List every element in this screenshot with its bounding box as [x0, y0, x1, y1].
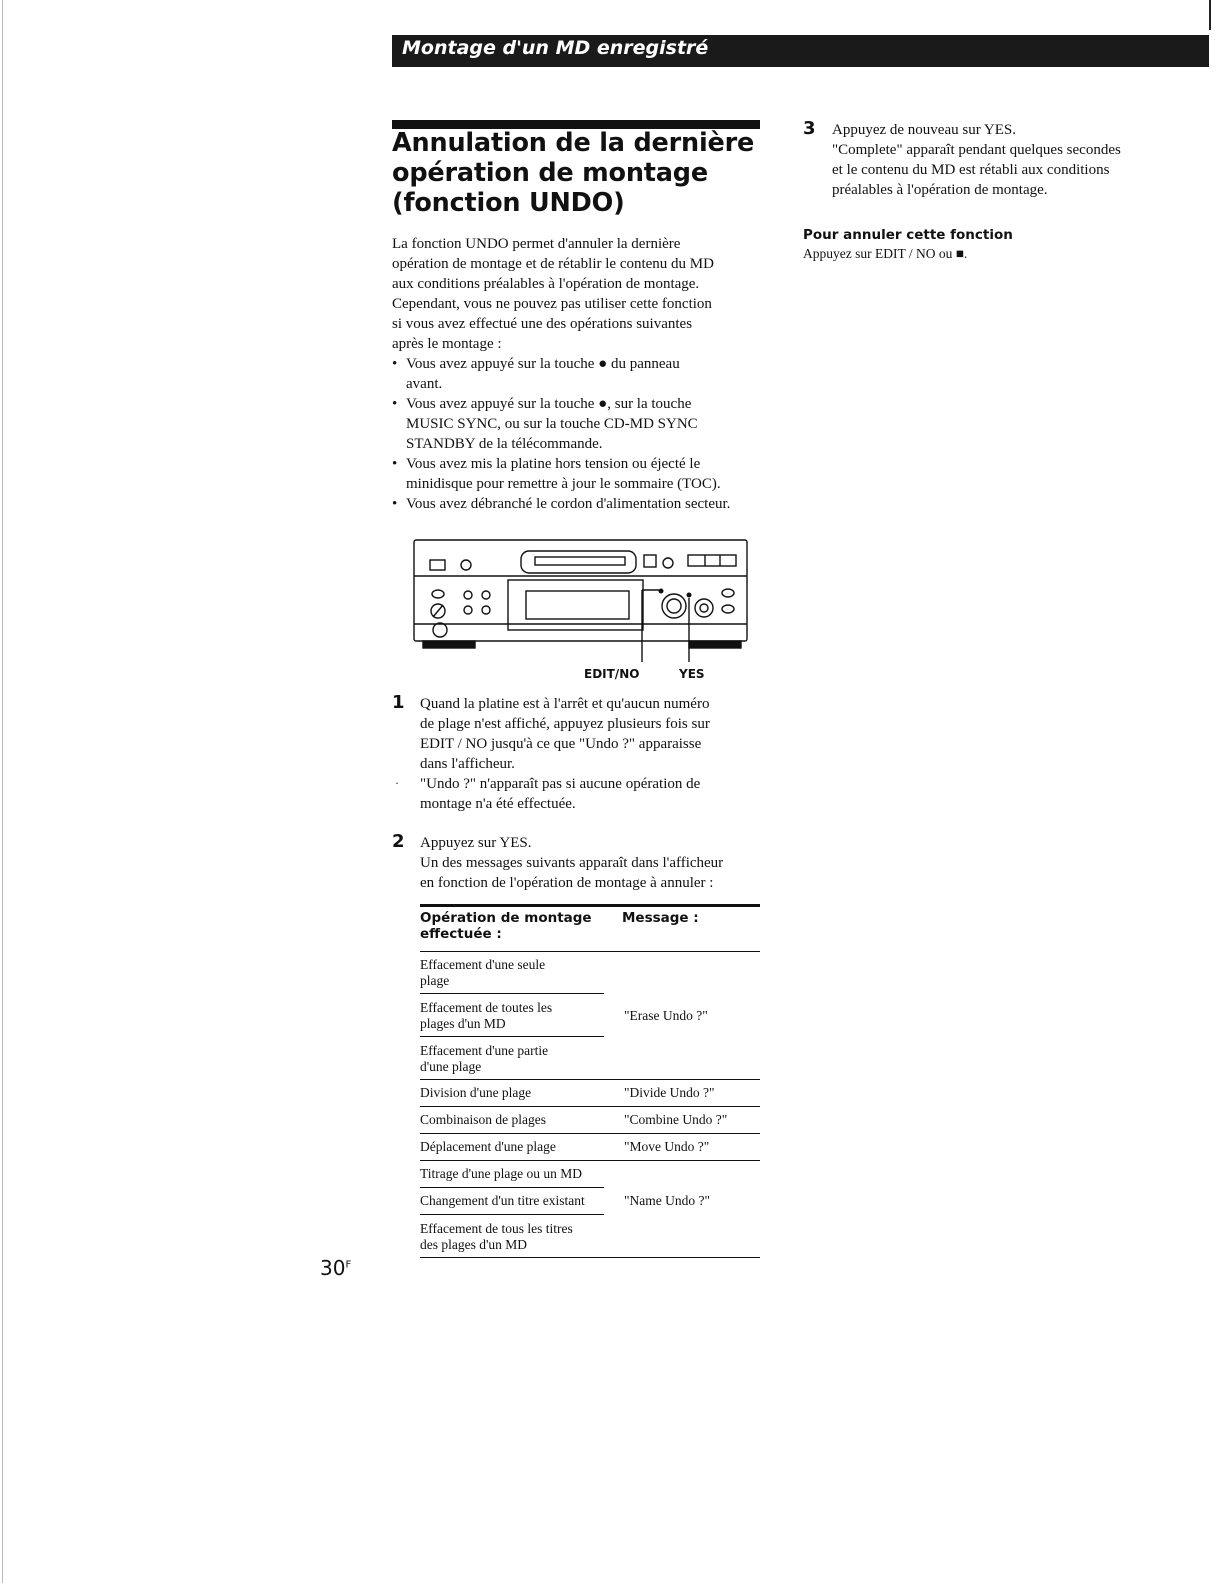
table-cell-line: plage: [420, 973, 450, 988]
intro-line: La fonction UNDO permet d'annuler la dernière: [392, 236, 681, 252]
step-note-line: "Undo ?" n'apparaît pas si aucune opération de: [420, 776, 701, 792]
table-rule: [420, 1214, 604, 1215]
step-text: [832, 120, 1172, 200]
list-item-line: MUSIC SYNC, ou sur la touche CD-MD SYNC: [406, 416, 698, 432]
table-top-rule: [420, 904, 760, 907]
section-title: [392, 128, 772, 218]
jog-dial: [662, 594, 686, 618]
step-note-line: montage n'a été effectuée.: [420, 796, 576, 812]
table-cell-line: d'une plage: [420, 1059, 482, 1074]
table-rule: [420, 1079, 760, 1080]
scan-edge-mark: [1209, 0, 1211, 30]
table-cell-line: Effacement de toutes les: [420, 1000, 553, 1015]
list-item-line: Vous avez débranché le cordon d'alimentation secteur.: [406, 496, 731, 512]
page-number-value: 30: [320, 1256, 346, 1280]
table-cell: [420, 1221, 605, 1253]
intro-line: si vous avez effectué une des opérations suivantes: [392, 316, 693, 332]
step-text: [420, 833, 765, 893]
bullet-icon: •: [392, 396, 398, 412]
power-icon: [430, 560, 445, 570]
table-bottom-rule: [420, 1257, 760, 1258]
table-cell-line: des plages d'un MD: [420, 1237, 528, 1252]
table-cell: Titrage d'une plage ou un MD: [420, 1166, 583, 1181]
step-line: en fonction de l'opération de montage à annuler :: [420, 875, 714, 891]
intro-line: après le montage :: [392, 336, 502, 352]
table-rule: [420, 1133, 760, 1134]
table-cell: Combinaison de plages: [420, 1112, 546, 1127]
step-line: Appuyez sur YES.: [420, 835, 532, 851]
intro-line: opération de montage et de rétablir le contenu du MD: [392, 256, 714, 272]
intro-line: Cependant, vous ne pouvez pas utiliser cette fonction: [392, 296, 712, 312]
table-cell-message: "Divide Undo ?": [624, 1085, 715, 1100]
page-number: [320, 1256, 351, 1280]
bullet-icon: •: [392, 356, 398, 372]
table-header-operation: [420, 910, 610, 942]
section-title-line: opération de montage: [392, 158, 708, 188]
step-text: [420, 694, 765, 774]
display-window: [526, 591, 629, 619]
list-item: [392, 354, 764, 394]
step-line: préalables à l'opération de montage.: [832, 182, 1048, 198]
list-item-line: Vous avez mis la platine hors tension ou éjecté le: [406, 456, 701, 472]
table-rule: [420, 1160, 760, 1161]
table-header-line: effectuée :: [420, 926, 502, 942]
table-cell-message: "Combine Undo ?": [624, 1112, 728, 1127]
conditions-list: [392, 354, 764, 514]
table-rule: [420, 951, 760, 952]
table-cell: Déplacement d'une plage: [420, 1139, 556, 1154]
step-number: 1: [392, 692, 405, 713]
callout-edit-no: EDIT/NO: [584, 667, 640, 681]
list-item-line: STANDBY de la télécommande.: [406, 436, 603, 452]
table-cell: Division d'une plage: [420, 1085, 532, 1100]
step-number: 3: [803, 118, 816, 139]
bullet-icon: •: [392, 496, 398, 512]
table-cell-line: Effacement d'une partie: [420, 1043, 549, 1058]
chapter-header-title: Montage d'un MD enregistré: [402, 37, 709, 59]
list-item: [392, 494, 764, 514]
scan-edge-line: [2, 0, 3, 1583]
step-line: Un des messages suivants apparaît dans l'afficheur: [420, 855, 724, 871]
table-rule: [420, 1106, 760, 1107]
table-cell: [420, 957, 605, 989]
bullet-icon: •: [392, 456, 398, 472]
step-line: EDIT / NO jusqu'à ce que "Undo ?" apparaisse: [420, 736, 702, 752]
step-note: [420, 774, 765, 814]
table-header-line: Opération de montage: [420, 910, 592, 926]
table-rule: [420, 993, 604, 994]
table-cell-line: Effacement d'une seule: [420, 957, 546, 972]
table-cell-line: plages d'un MD: [420, 1016, 506, 1031]
table-cell: Changement d'un titre existant: [420, 1193, 585, 1208]
step-line: Quand la platine est à l'arrêt et qu'aucun numéro: [420, 696, 710, 712]
list-item-line: Vous avez appuyé sur la touche ● du panneau: [406, 356, 680, 372]
step-line: de plage n'est affiché, appuyez plusieurs fois sur: [420, 716, 710, 732]
table-cell-message: "Name Undo ?": [624, 1193, 710, 1208]
table-cell-message: "Move Undo ?": [624, 1139, 710, 1154]
table-cell-line: Effacement de tous les titres: [420, 1221, 573, 1236]
list-item-line: minidisque pour remettre à jour le sommaire (TOC).: [406, 476, 721, 492]
note-marker: ·: [395, 776, 399, 790]
step-line: "Complete" apparaît pendant quelques secondes: [832, 142, 1121, 158]
section-title-line: (fonction UNDO): [392, 188, 625, 218]
md-deck-illustration: [413, 538, 753, 664]
table-cell-message: "Erase Undo ?": [624, 1008, 708, 1023]
chapter-header-bar: [392, 35, 1209, 67]
step-line: dans l'afficheur.: [420, 756, 515, 772]
table-rule: [420, 1036, 604, 1037]
list-item-line: avant.: [406, 376, 443, 392]
cancel-text: Appuyez sur EDIT / NO ou ■.: [803, 246, 968, 261]
page-number-suffix: F: [345, 1259, 352, 1271]
table-header-message: Message :: [622, 910, 699, 926]
disc-slot: [521, 551, 636, 573]
intro-paragraph: [392, 234, 764, 354]
list-item-line: Vous avez appuyé sur la touche ●, sur la touche: [406, 396, 692, 412]
cancel-heading: Pour annuler cette fonction: [803, 227, 1013, 243]
step-line: Appuyez de nouveau sur YES.: [832, 122, 1016, 138]
intro-line: aux conditions préalables à l'opération de montage.: [392, 276, 700, 292]
step-number: 2: [392, 831, 405, 852]
callout-yes: YES: [679, 667, 705, 681]
step-line: et le contenu du MD est rétabli aux conditions: [832, 162, 1110, 178]
list-item: [392, 394, 764, 454]
table-rule: [420, 1187, 604, 1188]
section-title-line: Annulation de la dernière: [392, 128, 755, 158]
list-item: [392, 454, 764, 494]
table-cell: [420, 1000, 605, 1032]
table-cell: [420, 1043, 605, 1075]
